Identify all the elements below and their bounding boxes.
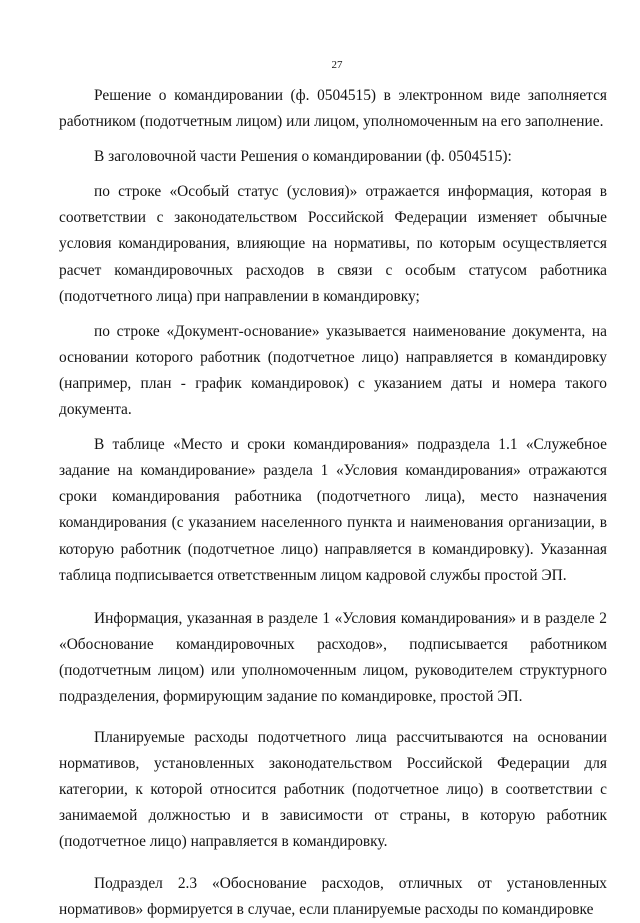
page-number: 27	[331, 59, 343, 71]
paragraph-signing-sections: Информация, указанная в разделе 1 «Условия командирования» и в разделе 2 «Обоснование командировочных расходов», подписывается работником (подотчетным лицом) или уполномоченным лицом, руководителем структурного подразделения, формирующим задание по командировке, простой ЭП.	[59, 609, 607, 705]
paragraph-planned-expenses: Планируемые расходы подотчетного лица рассчитываются на основании нормативов, установленных законодательством Российской Федерации для категории, к которой относится работник (подотчетное лицо) в соответствии с занимаемой должностью и в зависимости от страны, в которую работник (подотчетное лицо) направляется в командировку.	[59, 729, 607, 851]
paragraph-electronic-form: Решение о командировании (ф. 0504515) в электронном виде заполняется работником (подотчетным лицом) или лицом, уполномоченным на его заполнение.	[59, 87, 607, 131]
paragraph-header-section: В заголовочной части Решения о командировании (ф. 0504515):	[94, 148, 512, 166]
paragraph-basis-document: по строке «Документ-основание» указывается наименование документа, на основании которого работник (подотчетное лицо) направляется в командировку (например, план - график командировок) с указанием даты и номера такого документа.	[59, 322, 607, 419]
paragraph-subsection-2-3: Подраздел 2.3 «Обоснование расходов, отличных от установленных нормативов» формируется в случае, если планируемые расходы по командировке	[59, 874, 607, 918]
body-text	[59, 83, 607, 923]
paragraph-place-and-dates-table: В таблице «Место и сроки командирования» подраздела 1.1 «Служебное задание на командирование» раздела 1 «Условия командирования» отражаются сроки командирования работника (подотчетного лица), место назначения командирования (с указанием населенного пункта и наименования организации, в которую работник (подотчетное лицо) направляется в командировку). Указанная таблица подписывается ответственным лицом кадровой службы простой ЭП.	[59, 436, 607, 584]
paragraph-special-status: по строке «Особый статус (условия)» отражается информация, которая в соответствии с законодательством Российской Федерации изменяет обычные условия командирования, влияющие на нормативы, по которым осуществляется расчет командировочных расходов в связи с особым статусом работника (подотчетного лица) при направлении в командировку;	[59, 183, 607, 305]
